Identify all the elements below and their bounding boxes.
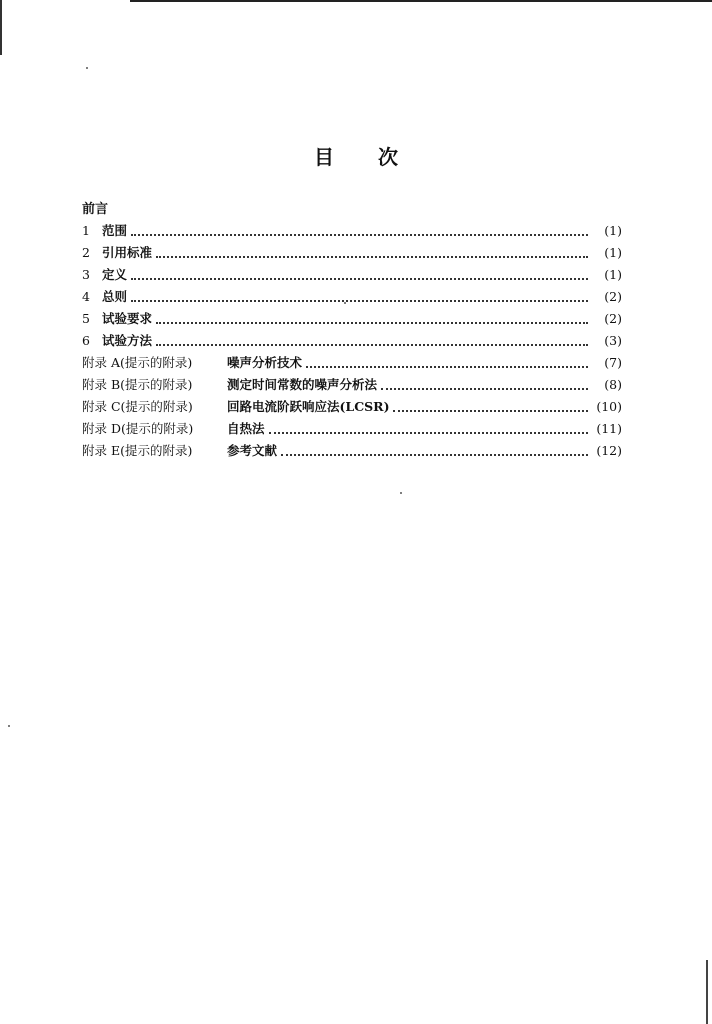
appendix-prefix: 附录 C(提示的附录): [82, 399, 193, 414]
toc-entry-label: 定义: [102, 267, 128, 282]
toc-entry-label: 总则: [102, 289, 128, 304]
dot-leader: [393, 409, 588, 412]
appendix-label: 回路电流阶跃响应法(LCSR): [227, 399, 390, 414]
toc-entry-number: 2: [82, 245, 90, 260]
title-char-left: 目: [314, 145, 334, 169]
toc-appendix-b[interactable]: [82, 374, 622, 396]
appendix-label: 噪声分析技术: [227, 355, 303, 370]
toc-entry-number: 6: [82, 333, 90, 348]
toc-entry-page: (2): [604, 311, 622, 326]
toc-entry-number: 5: [82, 311, 90, 326]
toc-entry-scope[interactable]: [82, 220, 622, 242]
toc-entry-label: 试验要求: [102, 311, 153, 326]
scan-edge-left: [0, 0, 2, 55]
appendix-prefix: 附录 E(提示的附录): [82, 443, 193, 458]
dot-leader: [131, 299, 588, 302]
scan-edge-right: [706, 960, 708, 1024]
appendix-page: (8): [604, 377, 622, 392]
toc-entry-label: 试验方法: [102, 333, 153, 348]
toc-entry-page: (3): [604, 333, 622, 348]
toc-entry-test-requirements[interactable]: [82, 308, 622, 330]
toc-entry-general[interactable]: [82, 286, 622, 308]
table-of-contents: [82, 200, 622, 462]
appendix-label: 测定时间常数的噪声分析法: [227, 377, 378, 392]
toc-entry-label: 引用标准: [102, 245, 153, 260]
appendix-label: 参考文献: [227, 443, 278, 458]
dot-leader: [131, 277, 588, 280]
toc-entry-definitions[interactable]: [82, 264, 622, 286]
dot-leader: [156, 321, 588, 324]
appendix-prefix: 附录 A(提示的附录): [82, 355, 193, 370]
scan-speck: [86, 67, 88, 69]
appendix-label: 自热法: [227, 421, 265, 436]
dot-leader: [156, 343, 588, 346]
page-title: [0, 141, 712, 171]
appendix-prefix: 附录 D(提示的附录): [82, 421, 194, 436]
scan-speck: [400, 492, 402, 494]
appendix-page: (10): [596, 399, 622, 414]
dot-leader: [156, 255, 588, 258]
toc-entry-number: 4: [82, 289, 90, 304]
dot-leader: [269, 431, 588, 434]
toc-entry-number: 1: [82, 223, 90, 238]
title-char-right: 次: [378, 145, 398, 169]
toc-entry-page: (1): [604, 223, 622, 238]
scan-edge-top: [130, 0, 712, 2]
toc-preface[interactable]: 前言: [82, 202, 109, 217]
toc-entry-page: (1): [604, 267, 622, 282]
toc-entry-page: (2): [604, 289, 622, 304]
appendix-page: (11): [596, 421, 622, 436]
toc-entry-references[interactable]: [82, 242, 622, 264]
dot-leader: [306, 365, 588, 368]
dot-leader: [381, 387, 588, 390]
appendix-prefix: 附录 B(提示的附录): [82, 377, 193, 392]
toc-entry-test-methods[interactable]: [82, 330, 622, 352]
toc-appendix-a[interactable]: [82, 352, 622, 374]
toc-appendix-e[interactable]: [82, 440, 622, 462]
appendix-page: (12): [596, 443, 622, 458]
dot-leader: [281, 453, 588, 456]
toc-appendix-c[interactable]: [82, 396, 622, 418]
appendix-page: (7): [604, 355, 622, 370]
toc-entry-label: 范围: [102, 223, 128, 238]
dot-leader: [131, 233, 588, 236]
toc-entry-number: 3: [82, 267, 90, 282]
toc-entry-page: (1): [604, 245, 622, 260]
toc-appendix-d[interactable]: [82, 418, 622, 440]
scan-speck: [8, 725, 10, 727]
